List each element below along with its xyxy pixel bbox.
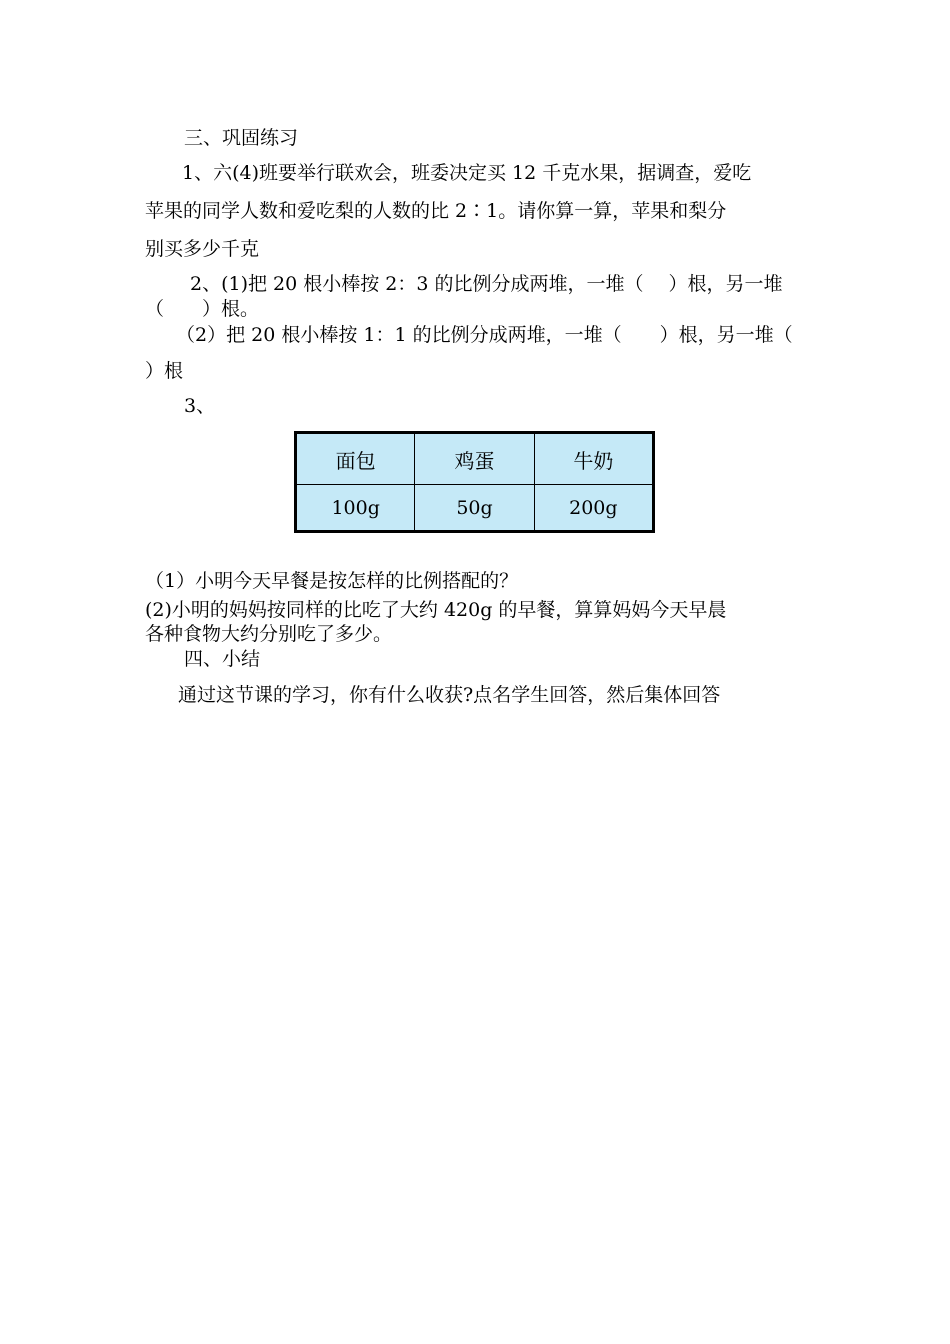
question-2-line-1: 2、(1)把 20 根小棒按 2：3 的比例分成两堆，一堆（ ）根，另一堆 bbox=[190, 273, 783, 295]
question-3-sub-2-line-1: (2)小明的妈妈按同样的比吃了大约 420g 的早餐，算算妈妈今天早晨 bbox=[145, 599, 727, 621]
question-1-line-2: 苹果的同学人数和爱吃梨的人数的比 2∶1。请你算一算，苹果和梨分 bbox=[145, 200, 727, 222]
value-cell-egg: 50g bbox=[415, 485, 534, 532]
summary-text: 通过这节课的学习，你有什么收获?点名学生回答，然后集体回答 bbox=[178, 684, 721, 706]
practice-heading: 三、巩固练习 bbox=[184, 127, 299, 149]
question-2-line-4: ）根 bbox=[145, 360, 184, 382]
question-2-line-2: （ ）根。 bbox=[145, 298, 260, 320]
value-cell-bread: 100g bbox=[296, 485, 415, 532]
header-cell-egg: 鸡蛋 bbox=[415, 433, 534, 485]
question-3-sub-1: （1）小明今天早餐是按怎样的比例搭配的？ bbox=[145, 570, 519, 592]
question-2-line-3: （2）把 20 根小棒按 1：1 的比例分成两堆，一堆（ ）根，另一堆（ bbox=[176, 324, 793, 346]
header-cell-milk: 牛奶 bbox=[534, 433, 653, 485]
summary-heading: 四、小结 bbox=[184, 648, 261, 670]
value-cell-milk: 200g bbox=[534, 485, 653, 532]
question-3-label: 3、 bbox=[184, 395, 216, 417]
header-cell-bread: 面包 bbox=[296, 433, 415, 485]
question-1-line-1: 1、六(4)班要举行联欢会，班委决定买 12 千克水果，据调查，爱吃 bbox=[182, 162, 752, 184]
breakfast-table bbox=[294, 431, 655, 533]
table-value-row bbox=[296, 485, 654, 532]
question-3-sub-2-line-2: 各种食物大约分别吃了多少。 bbox=[145, 623, 393, 645]
table-header-row bbox=[296, 433, 654, 485]
question-1-line-3: 别买多少千克 bbox=[145, 238, 260, 260]
